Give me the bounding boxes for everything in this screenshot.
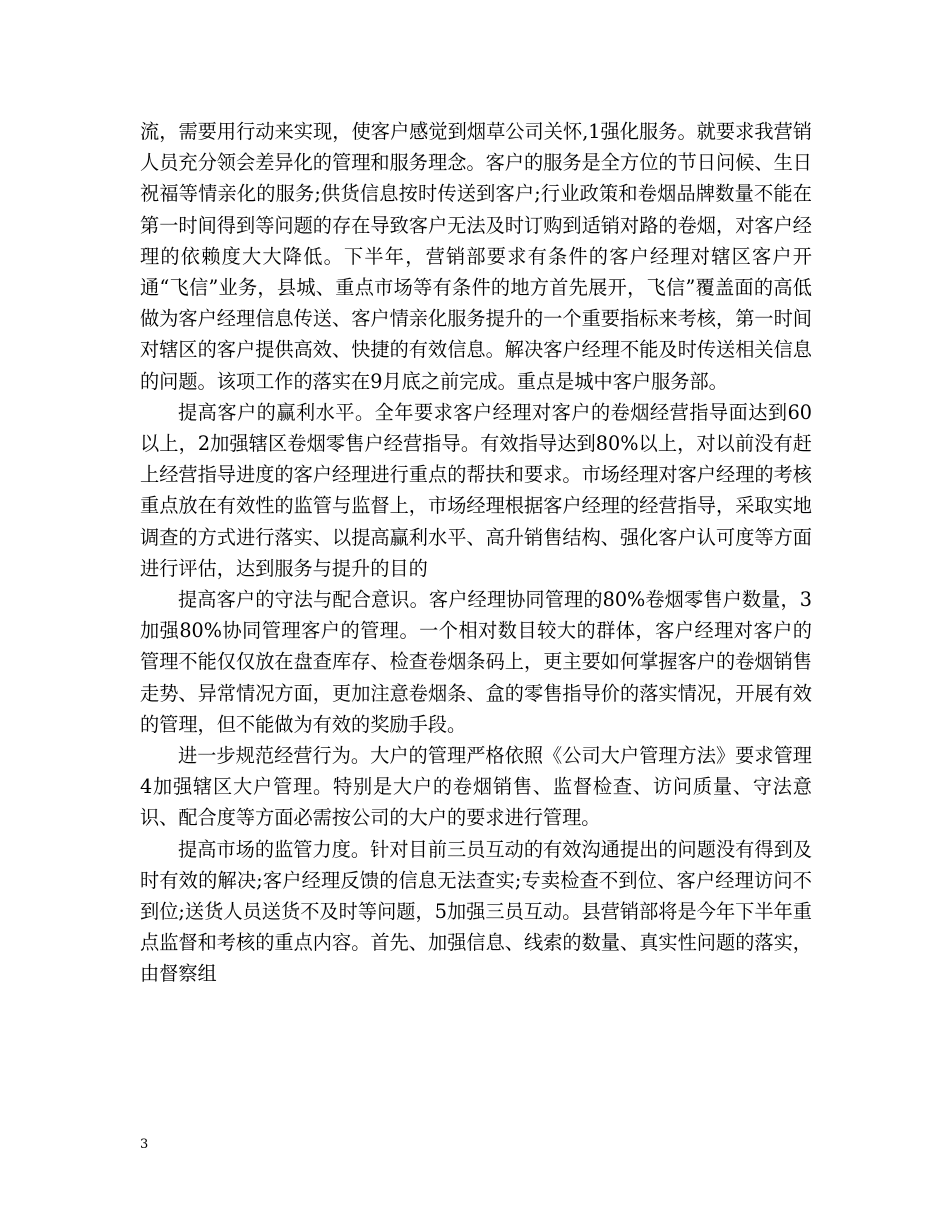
paragraph-large-accounts: 进一步规范经营行为。大户的管理严格依照《公司大户管理方法》要求管理4加强辖区大户管理。特别是大户的卷烟销售、监督检查、访问质量、守法意识、配合度等方面必需按公司的大户的要求进行管理。 bbox=[140, 744, 812, 830]
paragraph-profitability: 提高客户的赢利水平。全年要求客户经理对客户的卷烟经营指导面达到60以上，2加强辖区卷烟零售户经营指导。有效指导达到80%以上，对以前没有赶上经营指导进度的客户经理进行重点的帮扶和要求。市场经理对客户经理的考核重点放在有效性的监管与监督上，市场经理根据客户经理的经营指导，采取实地调查的方式进行落实、以提高赢利水平、高升销售结构、强化客户认可度等方面进行评估，达到服务与提升的目的 bbox=[140, 400, 812, 580]
page-number: 3 bbox=[140, 1137, 149, 1152]
paragraph-compliance: 提高客户的守法与配合意识。客户经理协同管理的80%卷烟零售户数量，3加强80%协同管理客户的管理。一个相对数目较大的群体，客户经理对客户的管理不能仅仅放在盘查库存、检查卷烟条码上，更主要如何掌握客户的卷烟销售走势、异常情况方面，更加注意卷烟条、盒的零售指导价的落实情况，开展有效的管理，但不能做为有效的奖励手段。 bbox=[140, 588, 812, 736]
paragraph-service: 流，需要用行动来实现，使客户感觉到烟草公司关怀,1强化服务。就要求我营销人员充分领会差异化的管理和服务理念。客户的服务是全方位的节日问候、生日祝福等情亲化的服务;供货信息按时传送到客户;行业政策和卷烟品牌数量不能在第一时间得到等问题的存在导致客户无法及时订购到适销对路的卷烟，对客户经理的依赖度大大降低。下半年，营销部要求有条件的客户经理对辖区客户开通“飞信”业务，县城、重点市场等有条件的地方首先展开，飞信”覆盖面的高低做为客户经理信息传送、客户情亲化服务提升的一个重要指标来考核，第一时间对辖区的客户提供高效、快捷的有效信息。解决客户经理不能及时传送相关信息的问题。该项工作的落实在9月底之前完成。重点是城中客户服务部。 bbox=[140, 120, 812, 393]
paragraph-market-supervision: 提高市场的监管力度。针对目前三员互动的有效沟通提出的问题没有得到及时有效的解决;客户经理反馈的信息无法查实;专卖检查不到位、客户经理访问不到位;送货人员送货不及时等问题，5加强三员互动。县营销部将是今年下半年重点监督和考核的重点内容。首先、加强信息、线索的数量、真实性问题的落实，由督察组 bbox=[140, 837, 812, 986]
document-body bbox=[140, 116, 812, 990]
